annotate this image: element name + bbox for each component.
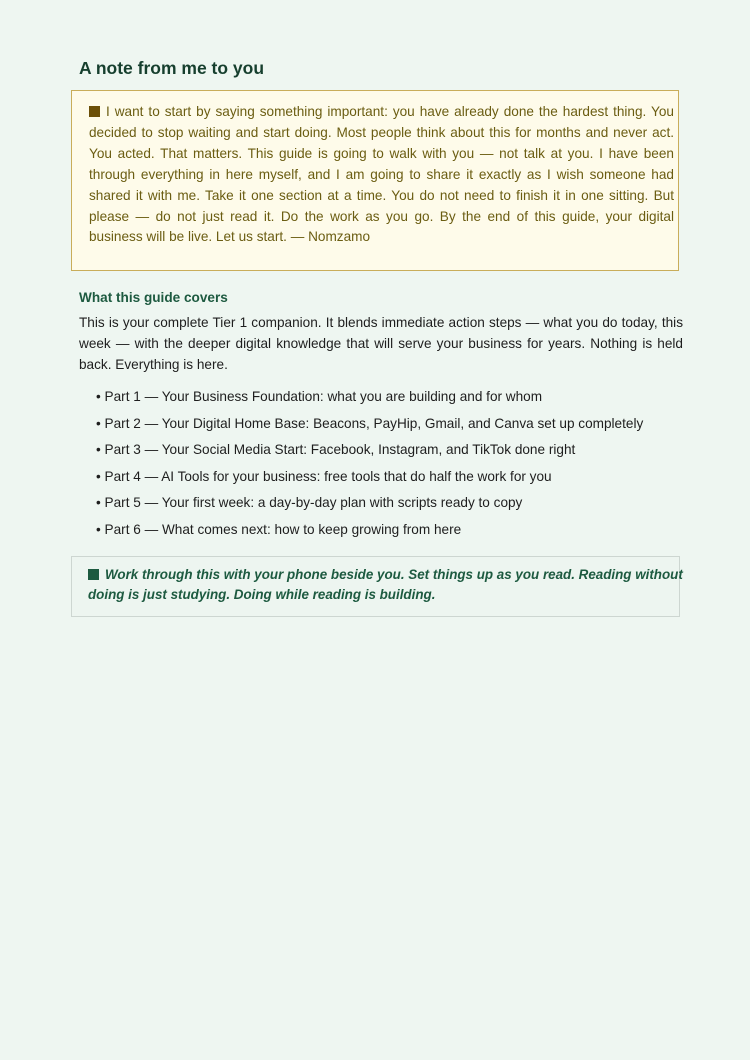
note-box	[71, 90, 679, 271]
list-item: • Part 4 — AI Tools for your business: free tools that do half the work for you	[96, 468, 552, 484]
intro-paragraph: This is your complete Tier 1 companion. It blends immediate action steps — what you do today, this week — with the deeper digital knowledge that will serve your business for years. Nothing is held back. Everything is here.	[79, 315, 683, 372]
list-item: • Part 6 — What comes next: how to keep growing from here	[96, 521, 462, 537]
note-paragraph	[89, 102, 674, 248]
list-item: • Part 5 — Your first week: a day-by-day plan with scripts ready to copy	[96, 495, 523, 511]
callout-text: Work through this with your phone beside you. Set things up as you read. Reading without doing is just studying. Doing while reading is building.	[88, 567, 683, 602]
square-bullet-icon	[88, 569, 99, 580]
note-text: I want to start by saying something important: you have already done the hardest thing. You decided to stop waiting and start doing. Most people think about this for months and never act. You acted. That matters. This guide is going to walk with you — not talk at you. I have been through everything in here myself, and I am going to share it exactly as I wish someone had shared it with me. Take it one section at a time. You do not need to finish it in one sitting. But please — do not just read it. Do the work as you go. By the end of this guide, your digital business will be live. Let us start. — Nomzamo	[89, 104, 674, 245]
section-heading: What this guide covers	[79, 290, 228, 305]
square-bullet-icon	[89, 106, 100, 117]
parts-list	[96, 388, 643, 548]
list-item: • Part 1 — Your Business Foundation: what you are building and for whom	[96, 389, 543, 404]
list-item: • Part 3 — Your Social Media Start: Facebook, Instagram, and TikTok done right	[96, 442, 576, 458]
list-item: • Part 2 — Your Digital Home Base: Beacons, PayHip, Gmail, and Canva set up completely	[96, 415, 644, 431]
callout-paragraph	[88, 565, 704, 604]
callout-box	[71, 556, 683, 617]
page-title: A note from me to you	[79, 58, 265, 78]
